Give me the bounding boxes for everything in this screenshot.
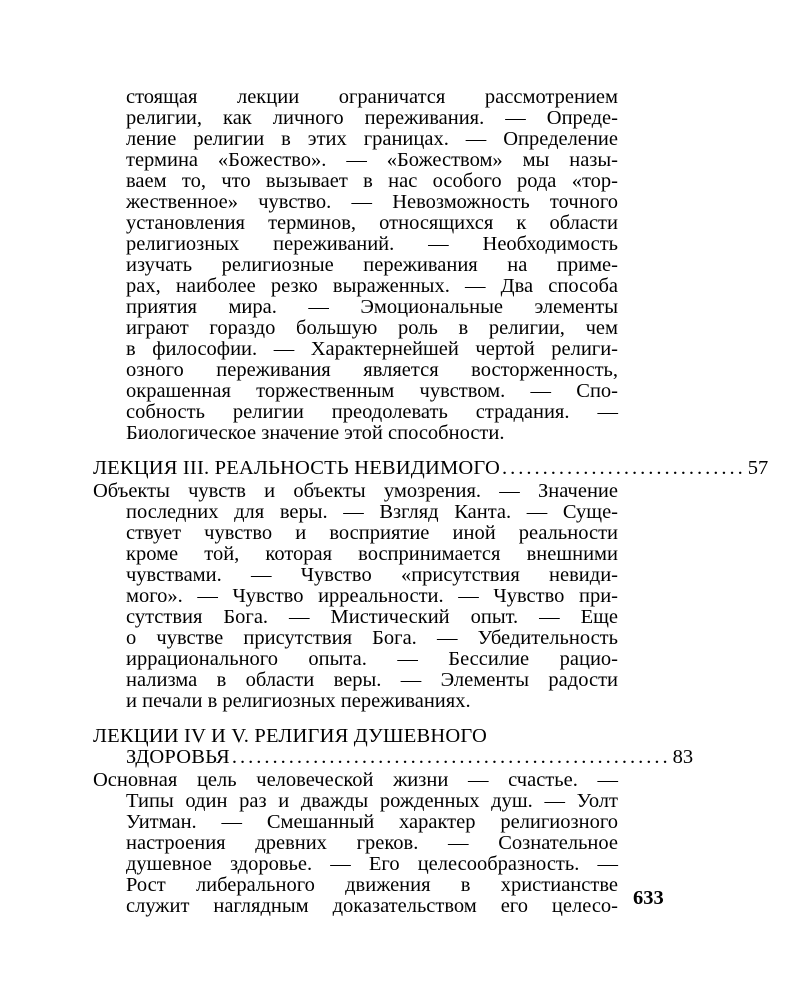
text-line: в философии. — Характернейшей чертой религи- — [126, 338, 618, 360]
text-line: Уитман. — Смешанный характер религиозного — [126, 811, 618, 833]
toc-heading: ЛЕКЦИЯ III. РЕАЛЬНОСТЬ НЕВИДИМОГО — [93, 457, 500, 479]
text-line: религии, как личного переживания. — Опреде- — [126, 107, 618, 129]
text-line: о чувстве присутствия Бога. — Убедительность — [126, 627, 618, 649]
text-line: иррационального опыта. — Бессилие рацио- — [126, 648, 618, 670]
text-line: кроме той, которая воспринимается внешними — [126, 543, 618, 565]
toc-entry-lecture-4-5[interactable] — [126, 746, 694, 768]
toc-entry-lecture-3[interactable] — [93, 457, 769, 479]
text-line: ваем то, что вызывает в нас особого рода «тор- — [126, 170, 618, 192]
text-line: установления терминов, относящихся к области — [126, 212, 618, 234]
text-line: нализма в области веры. — Элементы радости — [126, 669, 618, 691]
text-line: окрашенная торжественным чувством. — Спо- — [126, 380, 618, 402]
text-line: Объекты чувств и объекты умозрения. — Значение — [93, 480, 618, 502]
text-line: Основная цель человеческой жизни — счастье. — — [93, 769, 618, 791]
text-line: приятия мира. — Эмоциональные элементы — [126, 296, 618, 318]
text-line: ствует чувство и восприятие иной реальности — [126, 522, 618, 544]
text-line: стоящая лекции ограничатся рассмотрением — [126, 86, 618, 108]
text-line: сутствия Бога. — Мистический опыт. — Еще — [126, 606, 618, 628]
toc-heading-lecture-4-5[interactable]: ЛЕКЦИИ IV И V. РЕЛИГИЯ ДУШЕВНОГО — [93, 725, 487, 747]
text-line: чувствами. — Чувство «присутствия невиди- — [126, 564, 618, 586]
toc-leader-dots: ...................................................... — [231, 746, 671, 768]
toc-heading: ЗДОРОВЬЯ — [126, 746, 230, 768]
page-number: 633 — [633, 887, 664, 909]
text-line: религиозных переживаний. — Необходимость — [126, 233, 618, 255]
toc-page-number: 83 — [672, 746, 694, 768]
text-line: термина «Божество». — «Божеством» мы назы- — [126, 149, 618, 171]
text-line: собность религии преодолевать страдания. — — [126, 401, 618, 423]
text-line: ление религии в этих границах. — Определение — [126, 128, 618, 150]
text-line: душевное здоровье. — Его целесообразность. — — [126, 853, 618, 875]
toc-leader-dots: .............................. — [501, 457, 746, 479]
text-line: мого». — Чувство ирреальности. — Чувство при- — [126, 585, 618, 607]
text-line: последних для веры. — Взгляд Канта. — Суще- — [126, 501, 618, 523]
text-line: настроения древних греков. — Сознательное — [126, 832, 618, 854]
text-line: рах, наиболее резко выраженных. — Два способа — [126, 275, 618, 297]
text-line: Рост либерального движения в христианстве — [126, 874, 618, 896]
text-line: Биологическое значение этой способности. — [126, 422, 505, 444]
text-line: играют гораздо большую роль в религии, чем — [126, 317, 618, 339]
toc-page-number: 57 — [747, 457, 769, 479]
text-line: изучать религиозные переживания на приме- — [126, 254, 618, 276]
text-line: служит наглядным доказательством его целесо- — [126, 895, 618, 917]
text-line: и печали в религиозных переживаниях. — [126, 690, 471, 712]
text-line: жественное» чувство. — Невозможность точного — [126, 191, 618, 213]
text-line: озного переживания является восторженность, — [126, 359, 618, 381]
text-line: Типы один раз и дважды рожденных душ. — Уолт — [126, 790, 618, 812]
